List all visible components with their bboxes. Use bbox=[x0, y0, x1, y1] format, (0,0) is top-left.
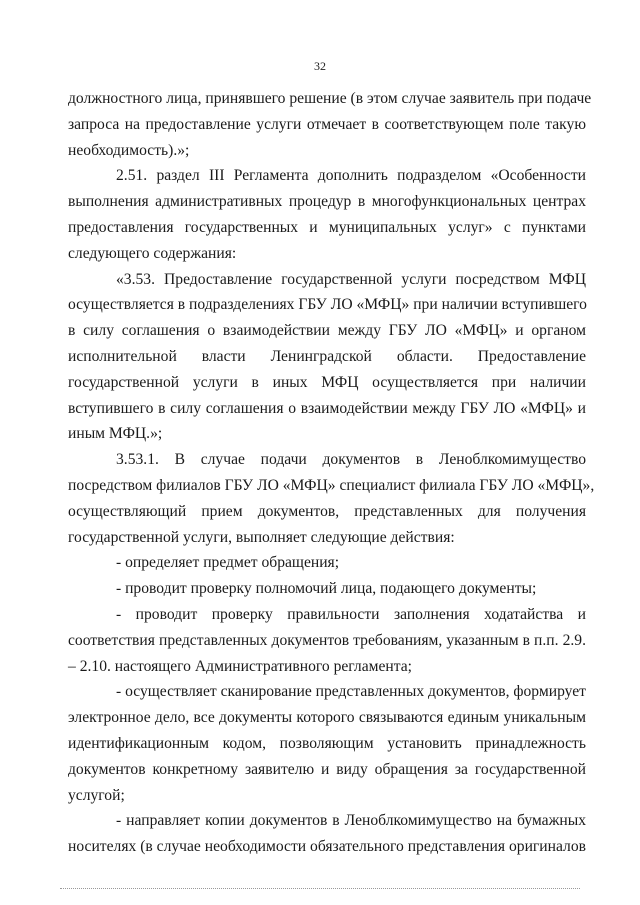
text-line: электронное дело, все документы которого связываются единым уникальным bbox=[68, 709, 586, 727]
text-line: - направляет копии документов в Леноблкомимущество на бумажных bbox=[116, 812, 586, 830]
text-line: - проводит проверку полномочий лица, подающего документы; bbox=[116, 580, 537, 598]
text-line: носителях (в случае необходимости обязательного представления оригиналов bbox=[68, 838, 586, 856]
text-line: осуществляющий прием документов, представленных для получения bbox=[68, 502, 586, 520]
text-line: иным МФЦ.»; bbox=[68, 425, 163, 443]
text-line: в силу соглашения о взаимодействии между ГБУ ЛО «МФЦ» и органом bbox=[68, 322, 586, 340]
text-line: соответствия представленных документов требованиям, указанным в п.п. 2.9. bbox=[68, 631, 586, 649]
text-line: документов конкретному заявителю и виду обращения за государственной bbox=[68, 760, 586, 778]
text-line: предоставления государственных и муниципальных услуг» с пунктами bbox=[68, 218, 586, 236]
text-line: осуществляется в подразделениях ГБУ ЛО «МФЦ» при наличии вступившего bbox=[68, 296, 587, 314]
text-line: запроса на предоставление услуги отмечает в соответствующем поле такую bbox=[68, 115, 586, 133]
document-body bbox=[68, 86, 595, 860]
page-bottom-rule bbox=[60, 888, 580, 889]
text-line: 2.51. раздел III Регламента дополнить подразделом «Особенности bbox=[116, 167, 586, 185]
text-line: 3.53.1. В случае подачи документов в Леноблкомимущество bbox=[116, 451, 586, 469]
text-line: – 2.10. настоящего Административного регламента; bbox=[68, 657, 413, 675]
text-line: следующего содержания: bbox=[68, 244, 237, 262]
text-line: государственной услуги, выполняет следующие действия: bbox=[68, 528, 455, 546]
text-line: выполнения административных процедур в многофункциональных центрах bbox=[68, 193, 586, 211]
text-line: - осуществляет сканирование представленных документов, формирует bbox=[116, 683, 586, 701]
text-line: необходимость).»; bbox=[68, 141, 190, 159]
text-line: должностного лица, принявшего решение (в этом случае заявитель при подаче bbox=[68, 90, 592, 107]
text-line: услугой; bbox=[68, 786, 125, 804]
page-number: 32 bbox=[314, 59, 326, 73]
text-line: идентификационным кодом, позволяющим установить принадлежность bbox=[68, 734, 586, 752]
text-line: - проводит проверку правильности заполнения ходатайства и bbox=[116, 605, 586, 623]
text-line: вступившего в силу соглашения о взаимодействии между ГБУ ЛО «МФЦ» и bbox=[68, 399, 586, 417]
text-line: «3.53. Предоставление государственной услуги посредством МФЦ bbox=[116, 270, 586, 288]
text-line: государственной услуги в иных МФЦ осуществляется при наличии bbox=[68, 373, 586, 391]
text-line: посредством филиалов ГБУ ЛО «МФЦ» специалист филиала ГБУ ЛО «МФЦ», bbox=[68, 476, 595, 494]
text-line: исполнительной власти Ленинградской области. Предоставление bbox=[68, 347, 586, 365]
text-line: - определяет предмет обращения; bbox=[116, 554, 340, 572]
